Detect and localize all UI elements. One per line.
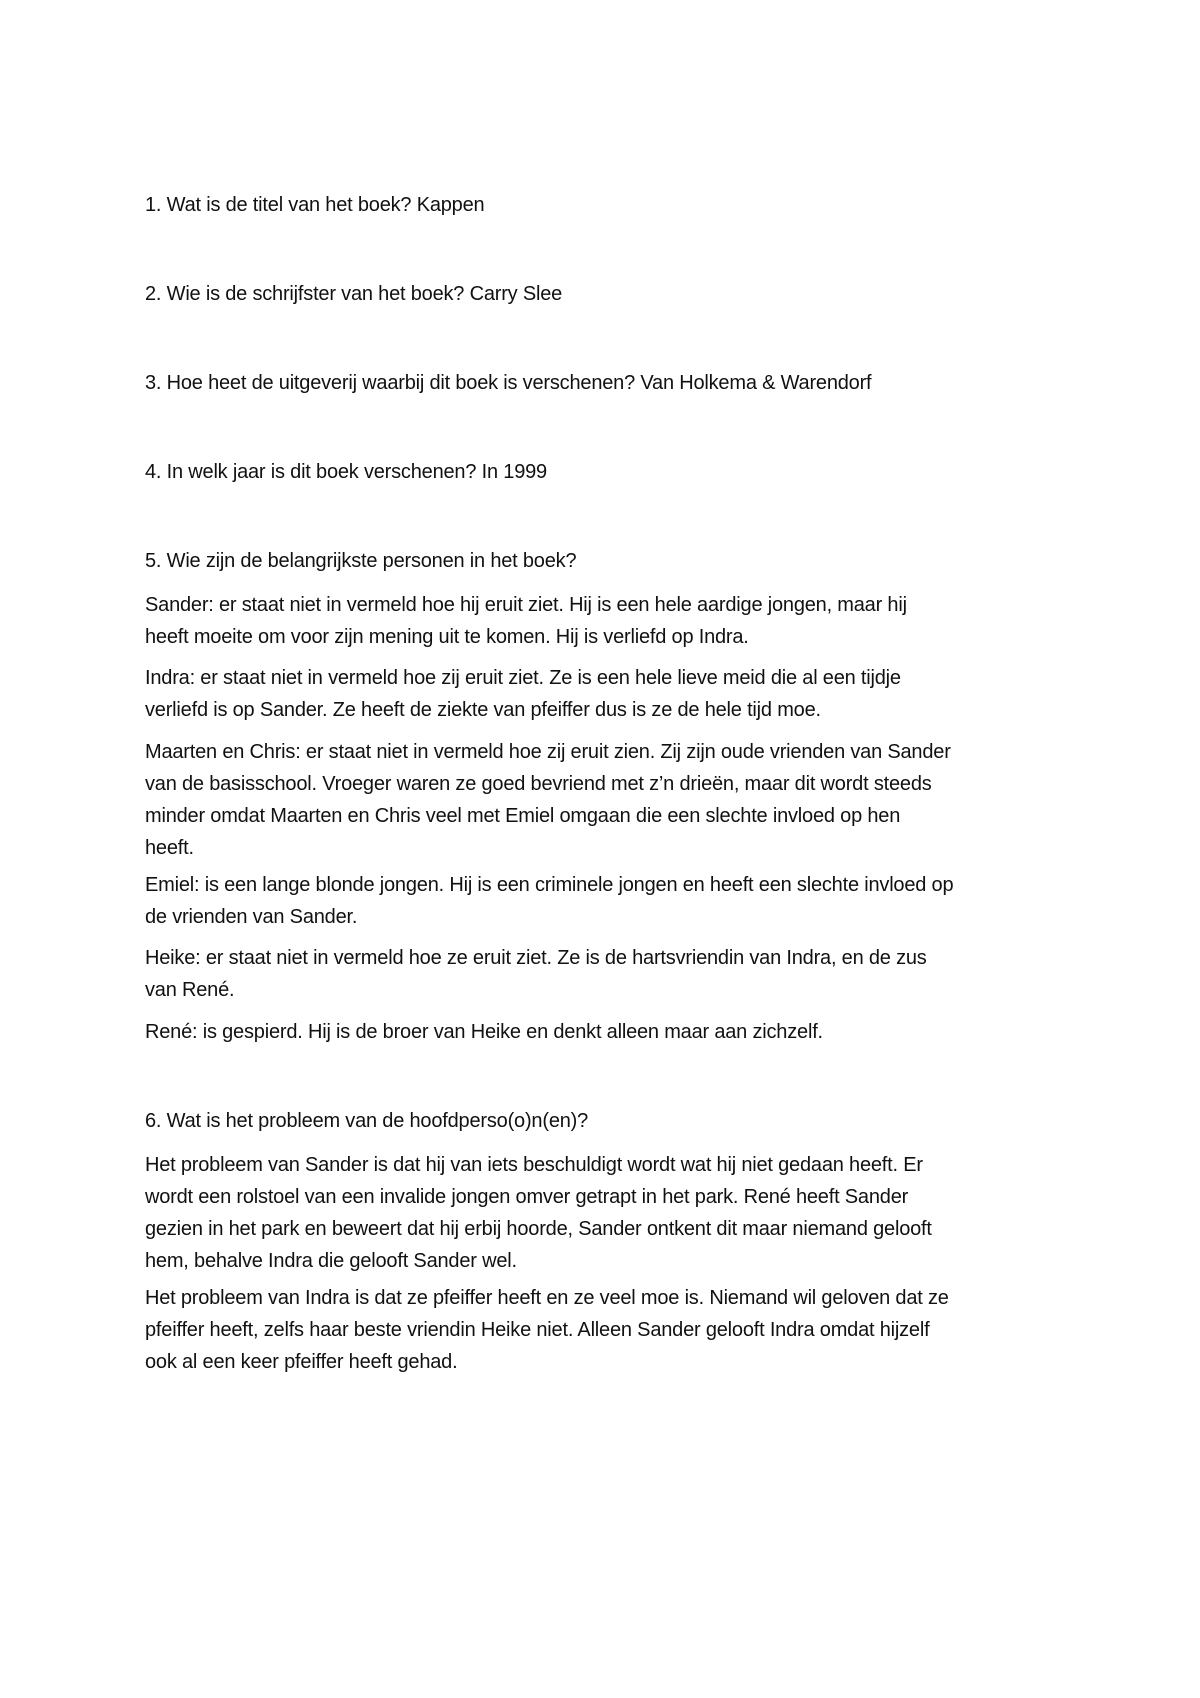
problem-indra-line-1: Het probleem van Indra is dat ze pfeiffer heeft en ze veel moe is. Niemand wil geloven dat ze: [145, 1287, 949, 1309]
character-sander-line-2: heeft moeite om voor zijn mening uit te komen. Hij is verliefd op Indra.: [145, 626, 749, 648]
character-emiel-line-2: de vrienden van Sander.: [145, 906, 358, 928]
problem-sander: [145, 1149, 1085, 1277]
question-4: [145, 456, 1085, 488]
question-2-text: 2. Wie is de schrijfster van het boek? Carry Slee: [145, 283, 563, 305]
character-sander-line-1: Sander: er staat niet in vermeld hoe hij eruit ziet. Hij is een hele aardige jongen, maar hij: [145, 594, 907, 616]
character-heike-line-2: van René.: [145, 979, 235, 1001]
character-heike: [145, 942, 1085, 1006]
document-page: [145, 0, 1085, 1698]
character-maarten-chris-line-1: Maarten en Chris: er staat niet in vermeld hoe zij eruit zien. Zij zijn oude vrienden van Sander: [145, 741, 951, 763]
character-maarten-chris-line-4: heeft.: [145, 837, 194, 859]
character-indra-line-2: verliefd is op Sander. Ze heeft de ziekte van pfeiffer dus is ze de hele tijd moe.: [145, 699, 821, 721]
character-maarten-chris-line-3: minder omdat Maarten en Chris veel met Emiel omgaan die een slechte invloed op hen: [145, 805, 901, 827]
question-3: [145, 367, 1085, 399]
question-5: [145, 545, 1085, 577]
character-maarten-chris: [145, 736, 1085, 864]
question-4-text: 4. In welk jaar is dit boek verschenen? In 1999: [145, 461, 547, 483]
problem-sander-line-3: gezien in het park en beweert dat hij erbij hoorde, Sander ontkent dit maar niemand gelooft: [145, 1218, 932, 1240]
character-sander: [145, 589, 1085, 653]
character-maarten-chris-line-2: van de basisschool. Vroeger waren ze goed bevriend met z’n drieën, maar dit wordt steeds: [145, 773, 932, 795]
problem-sander-line-4: hem, behalve Indra die gelooft Sander wel.: [145, 1250, 517, 1272]
character-indra-line-1: Indra: er staat niet in vermeld hoe zij eruit ziet. Ze is een hele lieve meid die al een tijdje: [145, 667, 901, 689]
question-6-text: 6. Wat is het probleem van de hoofdperso(o)n(en)?: [145, 1110, 589, 1132]
question-6: [145, 1105, 1085, 1137]
problem-indra-line-3: ook al een keer pfeiffer heeft gehad.: [145, 1351, 458, 1373]
question-3-text: 3. Hoe heet de uitgeverij waarbij dit boek is verschenen? Van Holkema & Warendorf: [145, 372, 872, 394]
character-rene: [145, 1016, 1085, 1048]
question-1: [145, 189, 1085, 221]
question-2: [145, 278, 1085, 310]
character-emiel: [145, 869, 1085, 933]
question-5-text: 5. Wie zijn de belangrijkste personen in het boek?: [145, 550, 577, 572]
character-indra: [145, 662, 1085, 726]
character-emiel-line-1: Emiel: is een lange blonde jongen. Hij is een criminele jongen en heeft een slechte invloed op: [145, 874, 954, 896]
problem-indra-line-2: pfeiffer heeft, zelfs haar beste vriendin Heike niet. Alleen Sander gelooft Indra omdat hijzelf: [145, 1319, 930, 1341]
problem-sander-line-2: wordt een rolstoel van een invalide jongen omver getrapt in het park. René heeft Sander: [145, 1186, 909, 1208]
problem-indra: [145, 1282, 1085, 1378]
question-1-text: 1. Wat is de titel van het boek? Kappen: [145, 194, 485, 216]
problem-sander-line-1: Het probleem van Sander is dat hij van iets beschuldigt wordt wat hij niet gedaan heeft. Er: [145, 1154, 923, 1176]
character-rene-line-1: René: is gespierd. Hij is de broer van Heike en denkt alleen maar aan zichzelf.: [145, 1021, 823, 1043]
character-heike-line-1: Heike: er staat niet in vermeld hoe ze eruit ziet. Ze is de hartsvriendin van Indra, en de zus: [145, 947, 927, 969]
